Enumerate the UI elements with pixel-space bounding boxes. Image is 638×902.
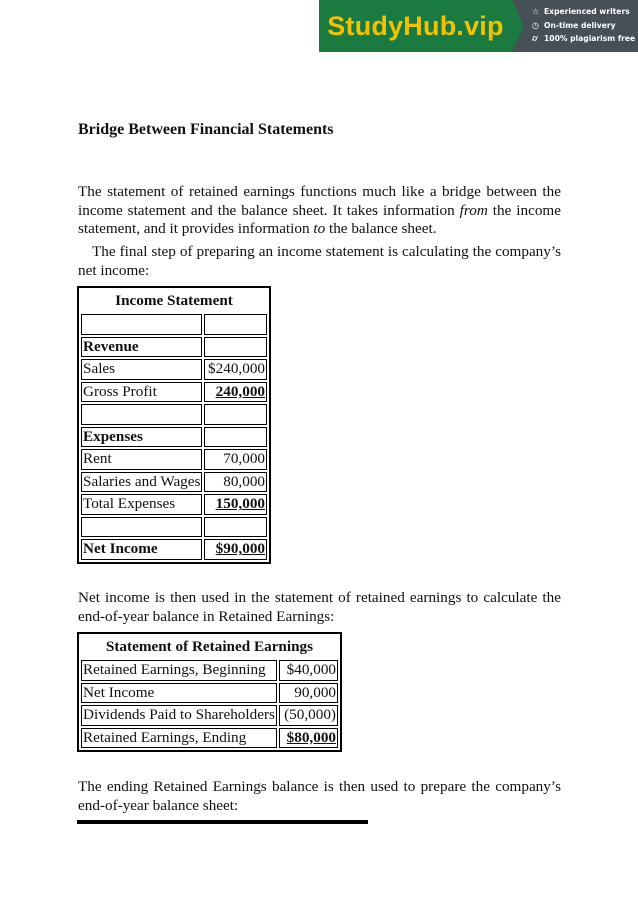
logo-text: StudyHub.vip — [327, 10, 504, 41]
empty-cell — [204, 427, 267, 448]
table-row — [81, 359, 267, 380]
table-row — [81, 494, 267, 515]
row-value: 70,000 — [204, 449, 267, 470]
table-row — [81, 337, 267, 358]
paragraph-final-step: The final step of preparing an income statement is calculating the company’s net income: — [78, 243, 561, 279]
table-row — [81, 427, 267, 448]
empty-cell — [204, 517, 267, 538]
row-label: Total Expenses — [81, 494, 202, 515]
row-label: Retained Earnings, Beginning — [81, 660, 277, 681]
table-row — [81, 517, 267, 538]
table-row — [81, 539, 267, 560]
retained-earnings-table — [77, 632, 342, 752]
row-value: 90,000 — [279, 683, 338, 704]
table-title: Income Statement — [115, 292, 233, 309]
clock-icon: ◷ — [532, 20, 539, 30]
table-row — [81, 449, 267, 470]
text-run: the balance sheet. — [325, 220, 437, 237]
net-income-value: $90,000 — [204, 539, 267, 560]
table-title: Statement of Retained Earnings — [105, 638, 314, 655]
page-title: Bridge Between Financial Statements — [78, 121, 334, 138]
shield-icon: ⌭ — [532, 34, 538, 43]
table-row — [81, 705, 338, 726]
income-statement-table — [77, 286, 271, 564]
row-label: Net Income — [81, 683, 277, 704]
row-value: $80,000 — [279, 728, 338, 749]
row-value: (50,000) — [279, 705, 338, 726]
table-row — [81, 404, 267, 425]
text-run: the income statement, and it provides information — [78, 201, 561, 237]
empty-cell — [204, 314, 267, 335]
table-row — [81, 636, 338, 658]
emphasis-to: to — [313, 220, 326, 237]
empty-cell — [81, 404, 202, 425]
row-label: Salaries and Wages — [81, 472, 202, 493]
table-row — [81, 472, 267, 493]
paragraph-net-income: Net income is then used in the statement of retained earnings to calculate the end-of-year balance in Retained Earnings: — [78, 589, 561, 625]
table-row — [81, 660, 338, 681]
row-value: $240,000 — [204, 359, 267, 380]
star-icon: ☆ — [532, 7, 540, 16]
table-row — [81, 683, 338, 704]
text-run: The statement of retained earnings functions much like a bridge between the income statement and the balance sheet. It takes information — [78, 183, 561, 219]
studyhub-banner[interactable] — [319, 0, 638, 52]
studyhub-logo[interactable] — [319, 0, 512, 52]
feature-item — [532, 5, 635, 19]
table-row — [81, 382, 267, 403]
revenue-heading: Revenue — [81, 337, 202, 358]
table-row — [81, 728, 338, 749]
feature-item — [532, 19, 635, 33]
empty-cell — [81, 314, 202, 335]
feature-text: Experienced writers — [544, 7, 630, 16]
row-value: 240,000 — [204, 382, 267, 403]
emphasis-from: from — [459, 201, 488, 219]
row-value: $40,000 — [279, 660, 338, 681]
paragraph-intro — [78, 183, 561, 239]
table-row — [81, 290, 267, 312]
feature-text: On-time delivery — [544, 20, 616, 30]
empty-cell — [204, 337, 267, 358]
empty-cell — [81, 517, 202, 538]
table-top-border — [77, 820, 368, 824]
row-label: Dividends Paid to Shareholders — [81, 705, 277, 726]
row-label: Sales — [81, 359, 202, 380]
row-label: Gross Profit — [81, 382, 202, 403]
net-income-label: Net Income — [81, 539, 202, 560]
row-label: Rent — [81, 449, 202, 470]
feature-list — [512, 0, 635, 52]
row-label: Retained Earnings, Ending — [81, 728, 277, 749]
empty-cell — [204, 404, 267, 425]
feature-item — [532, 32, 635, 46]
paragraph-balance-sheet: The ending Retained Earnings balance is then used to prepare the company’s end-of-year balance sheet: — [78, 778, 561, 814]
feature-text: 100% plagiarism free — [544, 34, 636, 43]
table-row — [81, 314, 267, 335]
row-value: 150,000 — [204, 494, 267, 515]
row-value: 80,000 — [204, 472, 267, 493]
expenses-heading: Expenses — [81, 427, 202, 448]
